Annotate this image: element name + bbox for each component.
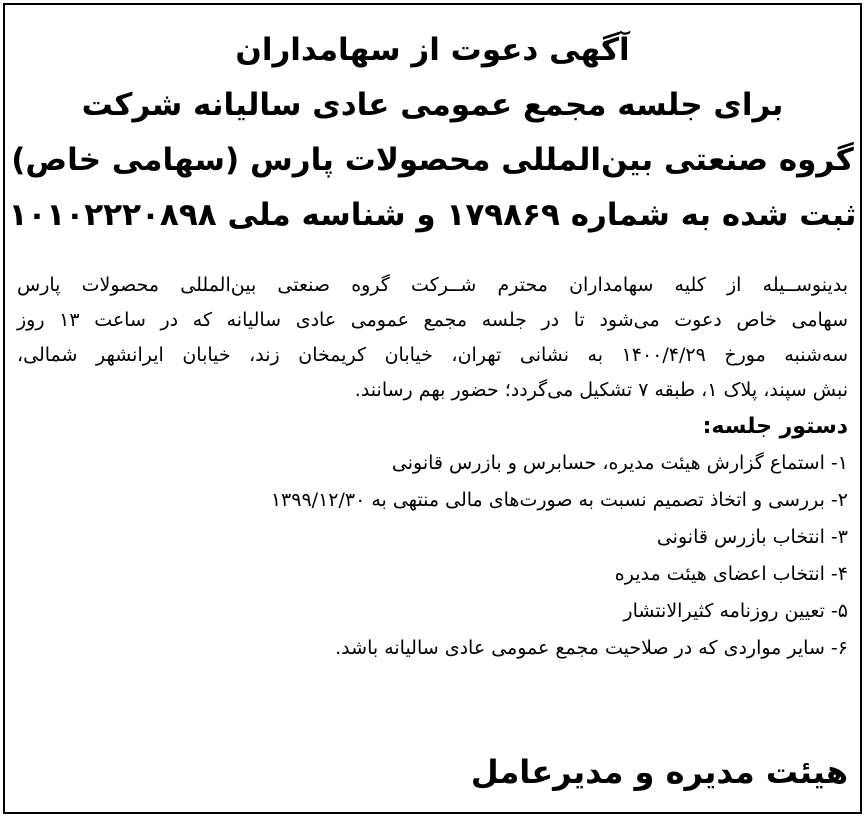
signature-footer: هیئت مدیره و مدیرعامل [470,753,848,791]
agenda-item: ۱- استماع گزارش هیئت مدیره، حسابرس و بازرس قانونی [391,452,848,474]
agenda-item: ۵- تعیین روزنامه کثیرالانتشار [623,600,848,622]
company-name: گروه صنعتی بین‌المللی محصولات پارس (سهامی خاص) [11,142,854,178]
body-line: بدینوســیله از کلیه سهامداران محترم شــرکت گروه صنعتی بین‌المللی محصولات پارس [17,274,848,296]
body-line: سهامی خاص دعوت می‌شود تا در جلسه مجمع عمومی عادی سالیانه که در ساعت ۱۳ روز [17,309,848,331]
agenda-item: ۴- انتخاب اعضای هیئت مدیره [614,563,848,585]
notice-subtitle: برای جلسه مجمع عمومی عادی سالیانه شرکت [81,87,784,123]
body-line: نبش سپند، پلاک ۱، طبقه ۷ تشکیل می‌گردد؛ حضور بهم رسانند. [354,379,848,401]
body-line: سه‌شنبه مورخ ۱۴۰۰/۴/۲۹ به نشانی تهران، خیابان کریمخان زند، خیابان ایرانشهر شمالی، [17,344,848,366]
agenda-item: ۶- سایر مواردی که در صلاحیت مجمع عمومی عادی سالیانه باشد. [335,637,848,659]
agenda-heading: دستور جلسه: [702,414,848,439]
agenda-item: ۳- انتخاب بازرس قانونی [656,526,848,548]
notice-box [3,3,862,814]
registration-info: ثبت شده به شماره ۱۷۹۸۶۹ و شناسه ملی ۱۰۱۰۲۲۲۰۸۹۸ [8,197,857,233]
notice-title: آگهی دعوت از سهامداران [235,32,630,68]
agenda-item: ۲- بررسی و اتخاذ تصمیم نسبت به صورت‌های مالی منتهی به ۱۳۹۹/۱۲/۳۰ [270,489,848,511]
